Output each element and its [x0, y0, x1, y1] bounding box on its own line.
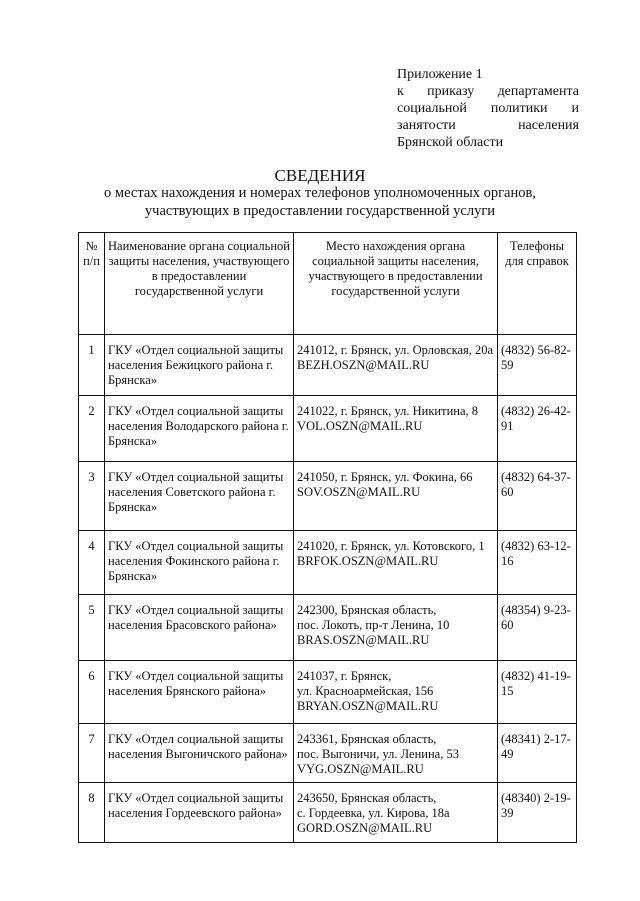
- row-location: [294, 661, 498, 724]
- row-num: 3: [79, 462, 105, 531]
- header-num: [79, 233, 105, 335]
- row-location: [294, 462, 498, 531]
- row-address-line: пос. Локоть, пр-т Ленина, 10: [297, 618, 450, 632]
- row-email: GORD.OSZN@MAIL.RU: [297, 821, 433, 835]
- appendix-word: и: [571, 101, 579, 116]
- appendix-word: приказу: [427, 84, 475, 99]
- appendix-line-4: [397, 117, 579, 134]
- row-address: 241020, г. Брянск, ул. Котовского, 1: [297, 539, 485, 553]
- row-address-line: ул. Красноармейская, 156: [297, 684, 434, 698]
- subtitle-line-1: о местах нахождения и номерах телефонов уполномоченных органов,: [104, 185, 536, 201]
- table-row: [79, 531, 577, 595]
- row-phone: (4832) 56-82-59: [498, 335, 577, 396]
- table-row: [79, 724, 577, 783]
- appendix-word: политики: [490, 101, 548, 116]
- row-address-line: 243361, Брянская область,: [297, 732, 437, 746]
- appendix-block: [397, 66, 579, 151]
- table-row: [79, 783, 577, 843]
- offices-table: [78, 232, 577, 843]
- row-phone: (48341) 2-17-49: [498, 724, 577, 783]
- appendix-line-3: [397, 100, 579, 117]
- appendix-word: департамента: [497, 84, 579, 99]
- row-address-line: пос. Выгоничи, ул. Ленина, 53: [297, 747, 459, 761]
- row-phone: (4832) 26-42-91: [498, 396, 577, 462]
- header-phones-line: для справок: [505, 254, 569, 268]
- appendix-line-5: Брянской области: [397, 135, 504, 150]
- row-location: [294, 783, 498, 843]
- row-office-name: ГКУ «Отдел социальной защиты населения Гордеевского района»: [105, 783, 294, 843]
- appendix-line-2: [397, 83, 579, 100]
- row-email: BEZH.OSZN@MAIL.RU: [297, 358, 430, 372]
- appendix-word: к: [397, 84, 404, 99]
- row-location: [294, 531, 498, 595]
- row-email: VYG.OSZN@MAIL.RU: [297, 762, 424, 776]
- row-address: 241022, г. Брянск, ул. Никитина, 8: [297, 404, 479, 418]
- row-office-name: ГКУ «Отдел социальной защиты населения Брасовского района»: [105, 595, 294, 661]
- row-address-line: 241037, г. Брянск,: [297, 669, 392, 683]
- row-office-name: ГКУ «Отдел социальной защиты населения Фокинского района г. Брянска»: [105, 531, 294, 595]
- row-location: [294, 396, 498, 462]
- row-address-line: 243650, Брянская область,: [297, 791, 437, 805]
- header-phones: [498, 233, 577, 335]
- appendix-word: занятости: [397, 118, 456, 133]
- row-phone: (48354) 9-23-60: [498, 595, 577, 661]
- appendix-word: населения: [518, 118, 579, 133]
- row-phone: (4832) 41-19-15: [498, 661, 577, 724]
- document-title: СВЕДЕНИЯ: [274, 166, 366, 185]
- row-office-name: ГКУ «Отдел социальной защиты населения Выгоничского района»: [105, 724, 294, 783]
- row-address-line: с. Гордеевка, ул. Кирова, 18а: [297, 806, 450, 820]
- appendix-title: Приложение 1: [397, 67, 483, 82]
- table-row: [79, 661, 577, 724]
- row-office-name: ГКУ «Отдел социальной защиты населения Бежицкого района г. Брянска»: [105, 335, 294, 396]
- document-subtitle: [60, 184, 580, 220]
- row-location: [294, 595, 498, 661]
- table-row: [79, 462, 577, 531]
- row-phone: (4832) 64-37-60: [498, 462, 577, 531]
- header-name: Наименование органа социальной защиты населения, участвующего в предоставлении государственной услуги: [105, 233, 294, 335]
- table-row: [79, 335, 577, 396]
- row-email: BRAS.OSZN@MAIL.RU: [297, 633, 430, 647]
- row-num: 4: [79, 531, 105, 595]
- row-phone: (4832) 63-12-16: [498, 531, 577, 595]
- row-phone: (48340) 2-19-39: [498, 783, 577, 843]
- header-phones-line: Телефоны: [509, 239, 565, 253]
- table-row: [79, 595, 577, 661]
- row-office-name: ГКУ «Отдел социальной защиты населения Советского района г. Брянска»: [105, 462, 294, 531]
- appendix-word: социальной: [397, 101, 467, 116]
- row-location: [294, 724, 498, 783]
- row-email: BRFOK.OSZN@MAIL.RU: [297, 554, 439, 568]
- row-address: 241050, г. Брянск, ул. Фокина, 66: [297, 470, 473, 484]
- row-num: 8: [79, 783, 105, 843]
- row-num: 6: [79, 661, 105, 724]
- row-address: 241012, г. Брянск, ул. Орловская, 20а: [297, 343, 494, 357]
- row-address-line: 242300, Брянская область,: [297, 603, 437, 617]
- row-num: 7: [79, 724, 105, 783]
- header-location: Место нахождения органа социальной защиты населения, участвующего в предоставлении государственной услуги: [294, 233, 498, 335]
- row-num: 1: [79, 335, 105, 396]
- row-location: [294, 335, 498, 396]
- table-header-row: [79, 233, 577, 335]
- header-num-line: п/п: [83, 254, 100, 268]
- table-row: [79, 396, 577, 462]
- row-num: 2: [79, 396, 105, 462]
- row-email: VOL.OSZN@MAIL.RU: [297, 419, 423, 433]
- row-office-name: ГКУ «Отдел социальной защиты населения Брянского района»: [105, 661, 294, 724]
- row-num: 5: [79, 595, 105, 661]
- row-office-name: ГКУ «Отдел социальной защиты населения Володарского района г. Брянска»: [105, 396, 294, 462]
- row-email: BRYAN.OSZN@MAIL.RU: [297, 699, 439, 713]
- row-email: SOV.OSZN@MAIL.RU: [297, 485, 421, 499]
- subtitle-line-2: участвующих в предоставлении государственной услуги: [144, 203, 496, 219]
- header-num-line: №: [85, 239, 98, 253]
